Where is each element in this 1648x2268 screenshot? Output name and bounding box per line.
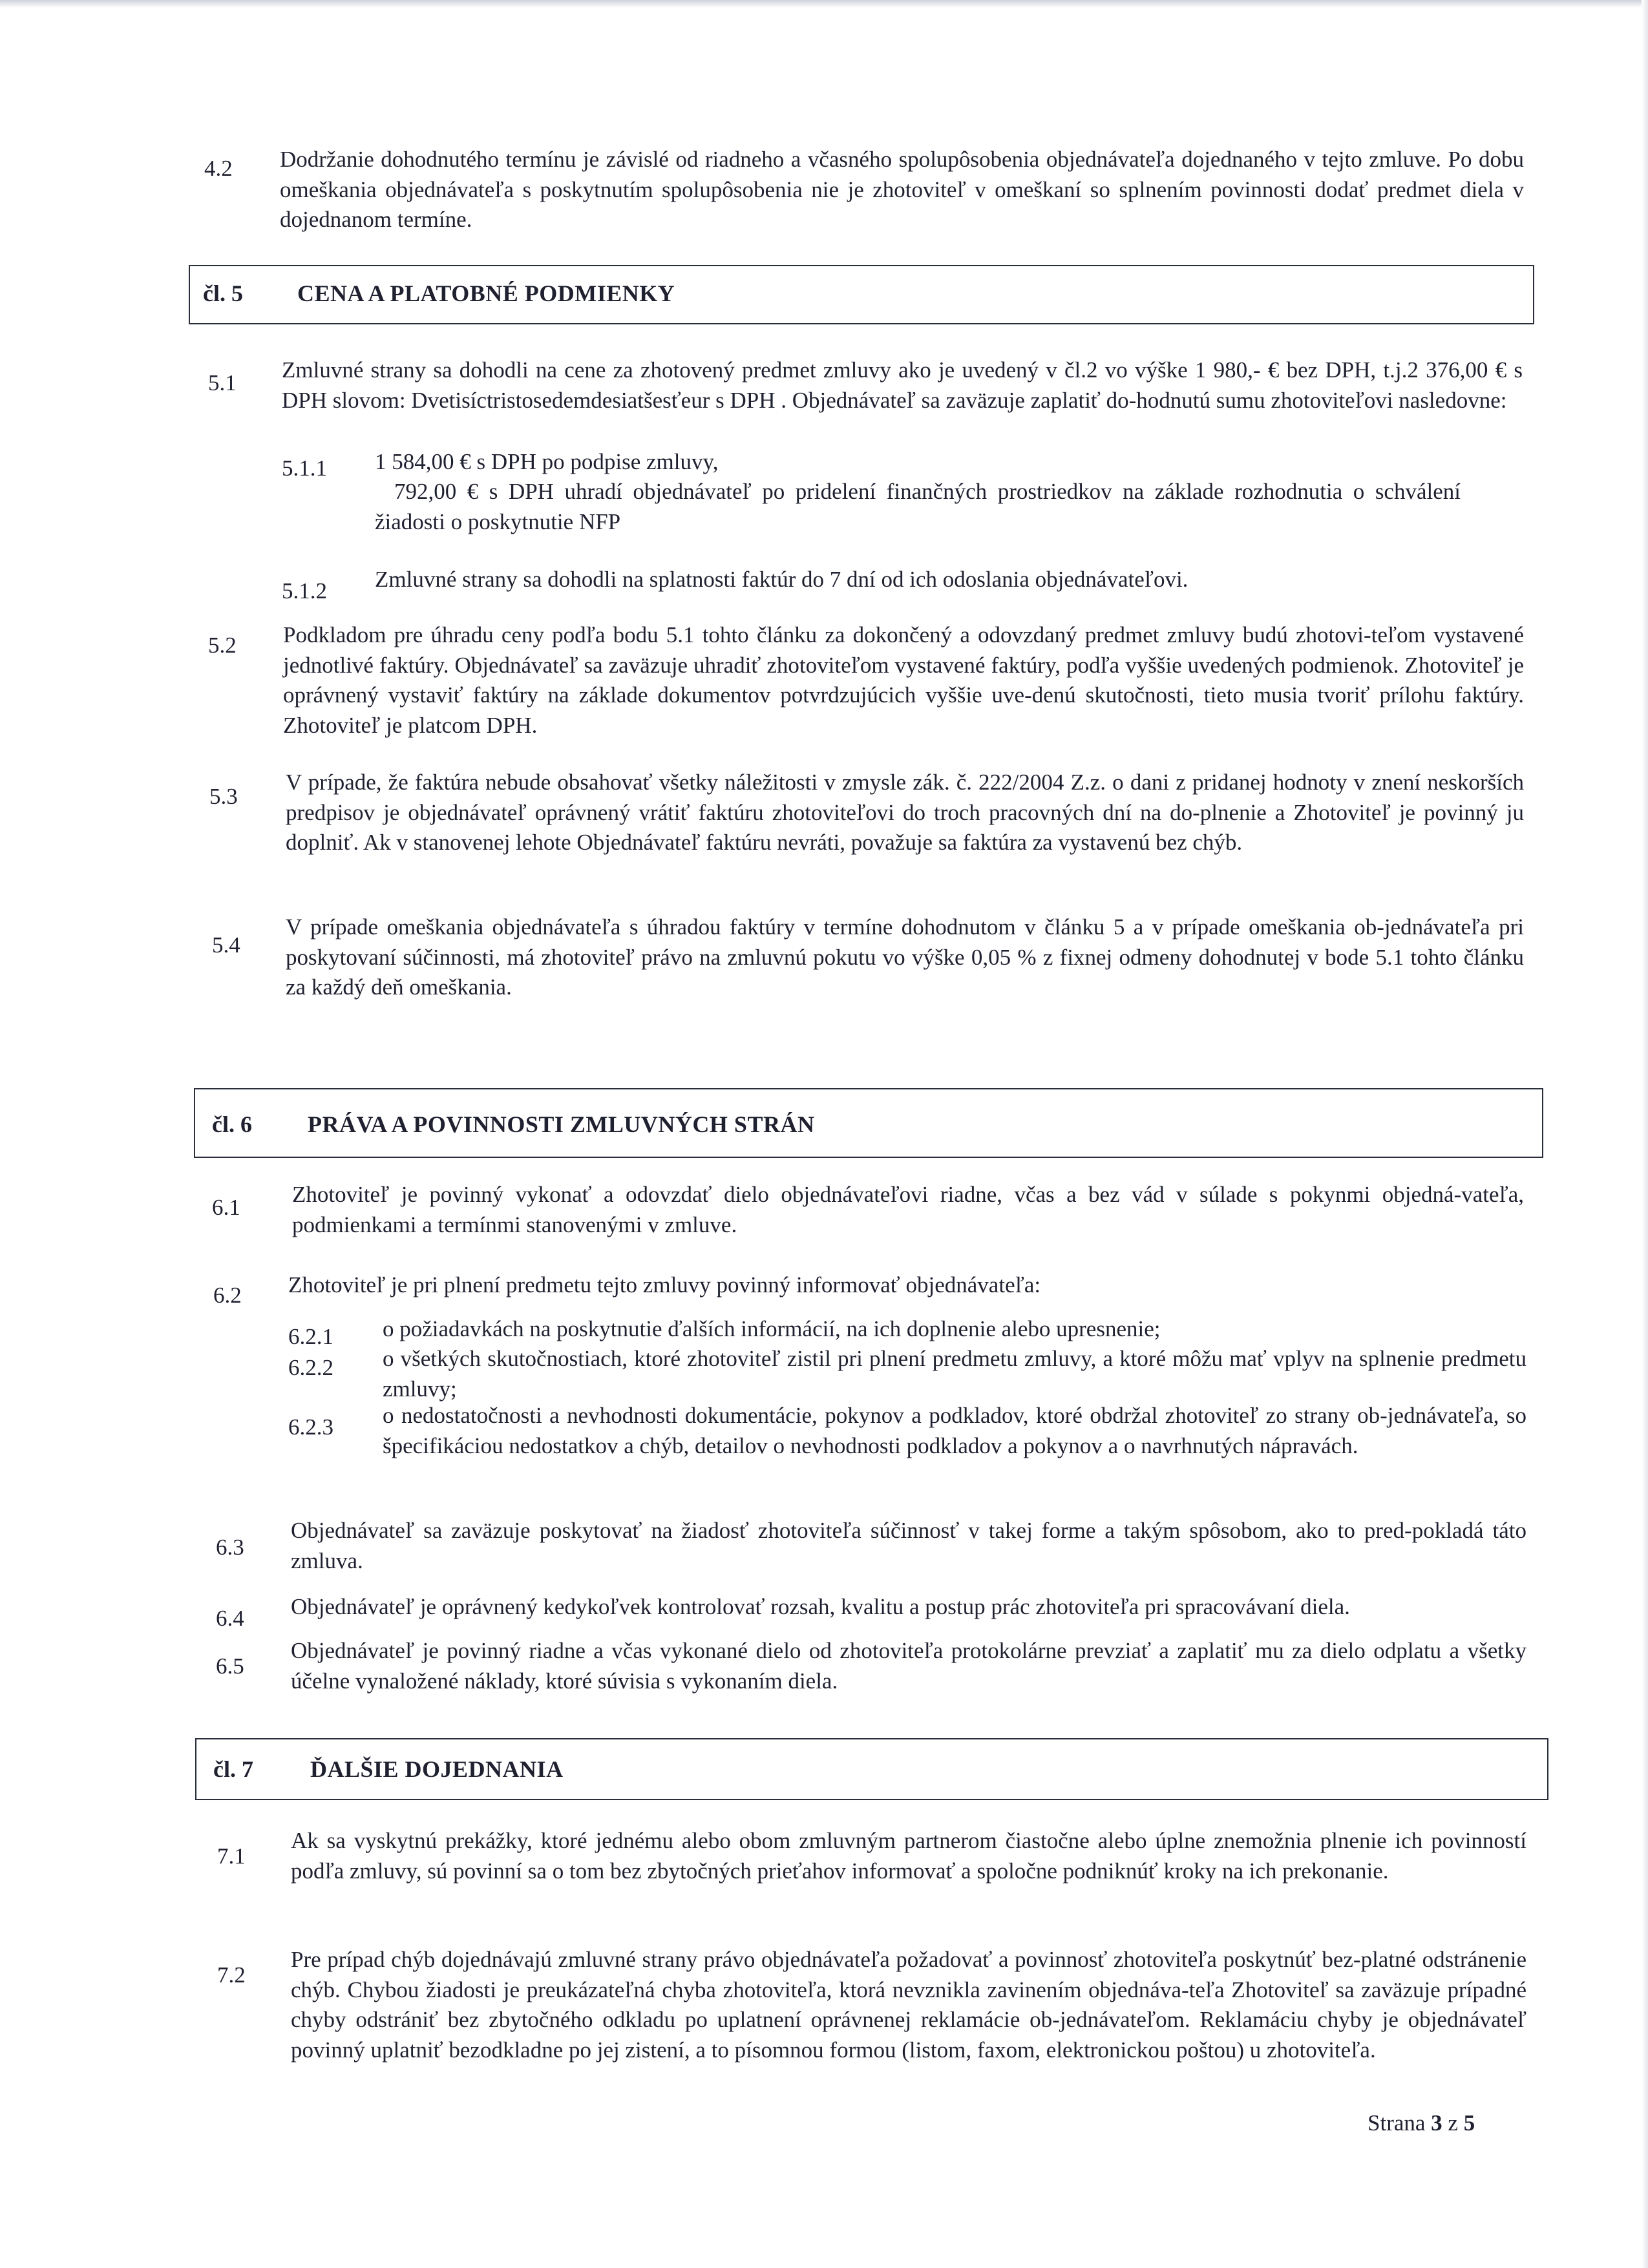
- clause-number: 6.5: [216, 1654, 244, 1679]
- clause-number: 5.1: [208, 370, 237, 395]
- clause-text: V prípade omeškania objednávateľa s úhradou faktúry v termíne dohodnutom v článku 5 a v prípade omeškania ob-jednávateľa pri poskytovaní súčinnosti, má zhotoviteľ právo na zmluvnú pokutu vo výške 0,05 % z fixnej odmeny dohodnutej v bode 5.1 tohto článku za každý deň omeškania.: [286, 914, 1524, 1000]
- section-label: čl. 5: [203, 280, 243, 306]
- clause-text: Pre prípad chýb dojednávajú zmluvné strany právo objednávateľa požadovať a povinnosť zhotoviteľa poskytnúť bez-platné odstránenie chýb. Chybou žiadosti je preukázateľná chyba zhotoviteľa, ktorá nevznikla zavinením objednáva-teľa Zhotoviteľ sa zaväzuje prípadné chyby odstrániť bez zbytočného odkladu po uplatnení oprávnenej reklamácie ob-jednávateľom. Reklamáciu chyby je objednávateľ povinný uplatniť bezodkladne po jej zistení, a to písomnou formou (listom, faxom, elektronickou poštou) u zhotoviteľa.: [291, 1947, 1527, 2063]
- clause-text: Zhotoviteľ je povinný vykonať a odovzdať dielo objednávateľovi riadne, včas a bez vád v súlade s pokynmi objedná-vateľa, podmienkami a termínmi stanovenými v zmluve.: [292, 1182, 1524, 1237]
- clause-text: o požiadavkách na poskytnutie ďalších informácií, na ich doplnenie alebo upresnenie;: [383, 1316, 1161, 1341]
- payment-installment-2: 792,00 € s DPH uhradí objednávateľ po pridelení finančných prostriedkov na základe rozhodnutia o schválení žiadosti o poskytnutie NFP: [375, 479, 1461, 534]
- page-number: [1368, 2110, 1475, 2136]
- clause-number: 5.4: [212, 932, 240, 958]
- clause-number: 6.3: [216, 1535, 244, 1560]
- clause-text: Zhotoviteľ je pri plnení predmetu tejto zmluvy povinný informovať objednávateľa:: [288, 1272, 1041, 1297]
- section-label: čl. 7: [213, 1756, 253, 1782]
- page-prefix: Strana: [1368, 2110, 1426, 2136]
- clause-number: 6.2: [213, 1283, 242, 1308]
- clause-number: 6.4: [216, 1606, 244, 1631]
- clause-number: 4.2: [204, 156, 233, 181]
- clause-number: 6.2.1: [288, 1324, 333, 1349]
- clause-text: Objednávateľ je oprávnený kedykoľvek kontrolovať rozsah, kvalitu a postup prác zhotoviteľa pri spracovávaní diela.: [291, 1594, 1350, 1619]
- clause-text: Dodržanie dohodnutého termínu je závislé od riadneho a včasného spolupôsobenia objednávateľa dojednaného v tejto zmluve. Po dobu omeškania objednávateľa s poskytnutím spolupôsobenia nie je zhotoviteľ v omeškaní so splnením povinnosti dodať predmet diela v dojednanom termíne.: [280, 147, 1524, 233]
- clause-number: 6.1: [212, 1195, 240, 1220]
- clause-number: 6.2.2: [288, 1355, 333, 1380]
- payment-installment-1: 1 584,00 € s DPH po podpise zmluvy,: [375, 449, 719, 474]
- clause-number: 5.3: [209, 784, 238, 809]
- clause-text: Zmluvné strany sa dohodli na cene za zhotovený predmet zmluvy ako je uvedený v čl.2 vo výške 1 980,- € bez DPH, t.j.2 376,00 € s DPH slovom: Dvetisíctristosedemdesiatšesťeur s DPH . Objednávateľ sa zaväzuje zaplatiť do-hodnutú sumu zhotoviteľovi nasledovne:: [282, 357, 1523, 413]
- section-header-7: [195, 1738, 1548, 1800]
- clause-number: 6.2.3: [288, 1414, 333, 1440]
- section-header-5: [189, 265, 1534, 324]
- clause-text: Zmluvné strany sa dohodli na splatnosti faktúr do 7 dní od ich odoslania objednávateľovi.: [375, 567, 1188, 592]
- section-title: ĎALŠIE DOJEDNANIA: [310, 1756, 564, 1782]
- clause-number: 7.2: [217, 1962, 246, 1988]
- clause-text: Ak sa vyskytnú prekážky, ktoré jednému alebo obom zmluvným partnerom čiastočne alebo úplne znemožnia plnenie ich povinností podľa zmluvy, sú povinní sa o tom bez zbytočných prieťahov informovať a spoločne podniknúť kroky na ich prekonanie.: [291, 1828, 1527, 1884]
- clause-number: 7.1: [217, 1843, 246, 1869]
- clause-text: Objednávateľ sa zaväzuje poskytovať na žiadosť zhotoviteľa súčinnosť v takej forme a takým spôsobom, ako to pred-pokladá táto zmluva.: [291, 1518, 1527, 1573]
- clause-text: V prípade, že faktúra nebude obsahovať všetky náležitosti v zmysle zák. č. 222/2004 Z.z. o dani z pridanej hodnoty v znení neskorších predpisov je objednávateľ oprávnený vrátiť faktúru zhotoviteľovi do troch pracovných dní na do-plnenie a Zhotoviteľ je povinný ju doplniť. Ak v stanovenej lehote Objednávateľ faktúru nevráti, považuje sa faktúra za vystavenú bez chýb.: [286, 770, 1524, 856]
- clause-number: 5.1.2: [282, 578, 327, 604]
- clause-text: Podkladom pre úhradu ceny podľa bodu 5.1 tohto článku za dokončený a odovzdaný predmet zmluvy budú zhotovi-teľom vystavené jednotlivé faktúry. Objednávateľ sa zaväzuje uhradiť zhotoviteľom vystavené faktúry, podľa vyššie uvedených podmienok. Zhotoviteľ je oprávnený vystaviť faktúry na základe dokumentov potvrdzujúcich vyššie uve-denú skutočnosti, tieto musia tvoriť prílohu faktúry. Zhotoviteľ je platcom DPH.: [283, 622, 1524, 738]
- clause-number: 5.1.1: [282, 456, 327, 481]
- clause-text: o nedostatočnosti a nevhodnosti dokumentácie, pokynov a podkladov, ktoré obdržal zhotoviteľ zo strany ob-jednávateľa, so špecifikáciou nedostatkov a chýb, detailov o nevhodnosti podkladov a pokynov a o navrhnutých nápravách.: [383, 1403, 1527, 1458]
- section-title: PRÁVA A POVINNOSTI ZMLUVNÝCH STRÁN: [308, 1111, 815, 1137]
- clause-text: Objednávateľ je povinný riadne a včas vykonané dielo od zhotoviteľa protokolárne prevziať a zaplatiť mu za dielo odplatu a všetky účelne vynaložené náklady, ktoré súvisia s vykonaním diela.: [291, 1638, 1527, 1694]
- section-title: CENA A PLATOBNÉ PODMIENKY: [297, 280, 675, 306]
- page-separator: z: [1448, 2110, 1458, 2136]
- clause-number: 5.2: [208, 633, 237, 658]
- current-page: 3: [1431, 2110, 1442, 2136]
- clause-text: o všetkých skutočnostiach, ktoré zhotoviteľ zistil pri plnení predmetu zmluvy, a ktoré môžu mať vplyv na splnenie predmetu zmluvy;: [383, 1346, 1527, 1402]
- total-pages: 5: [1463, 2110, 1475, 2136]
- section-label: čl. 6: [212, 1111, 252, 1137]
- section-header-6: [194, 1088, 1543, 1158]
